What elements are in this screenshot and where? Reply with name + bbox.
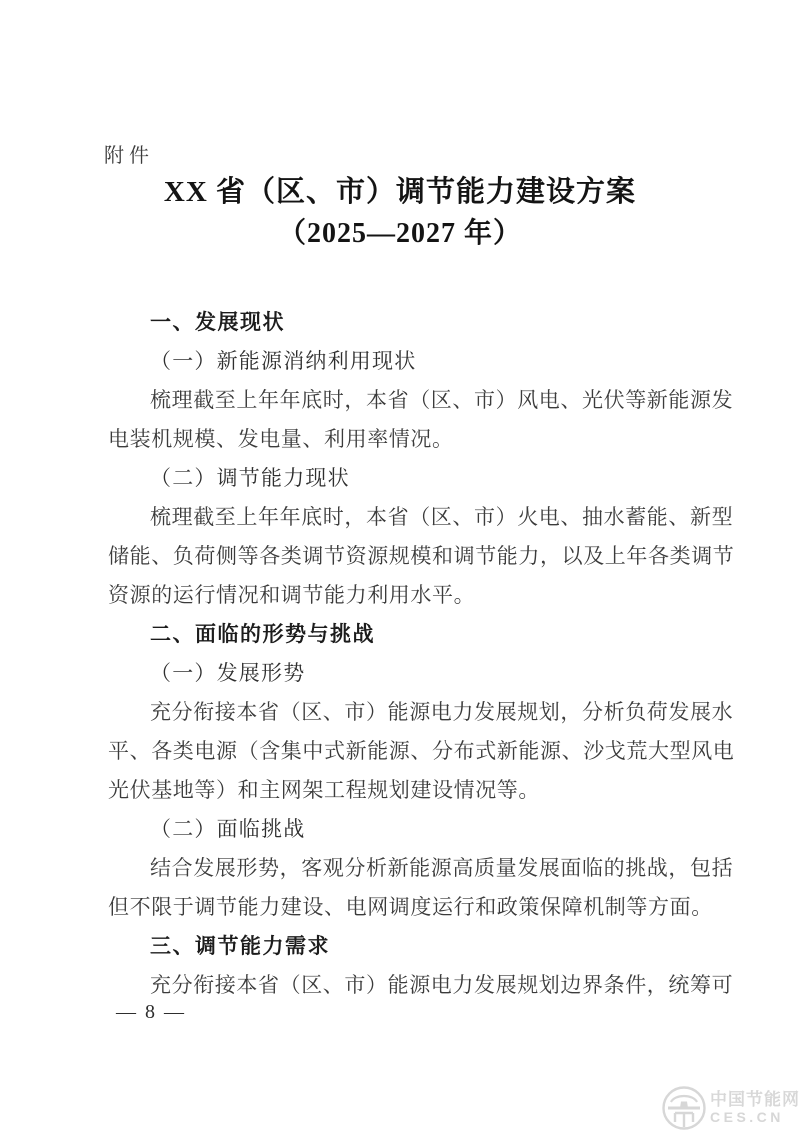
paragraph-line: 资源的运行情况和调节能力利用水平。 <box>108 583 476 607</box>
section-heading: 二、面临的形势与挑战 <box>150 623 375 646</box>
subsection-heading: （一）新能源消纳利用现状 <box>150 349 417 373</box>
attachment-label: 附件 <box>104 145 154 167</box>
document-title: XX 省（区、市）调节能力建设方案 <box>163 176 637 208</box>
section-heading: 三、调节能力需求 <box>150 935 330 958</box>
watermark-site-domain: CES.CN <box>710 1108 784 1125</box>
subsection-heading: （一）发展形势 <box>150 661 306 685</box>
watermark <box>661 1084 800 1131</box>
section-heading: 一、发展现状 <box>150 311 285 334</box>
document-subtitle: （2025—2027 年） <box>277 218 522 249</box>
subsection-heading: （二）调节能力现状 <box>150 466 350 490</box>
watermark-site-name: 中国节能网 <box>710 1089 800 1109</box>
subsection-heading: （二）面临挑战 <box>150 817 306 841</box>
paragraph-line: 但不限于调节能力建设、电网调度运行和政策保障机制等方面。 <box>108 895 713 919</box>
paragraph-line: 平、各类电源（含集中式新能源、分布式新能源、沙戈荒大型风电 <box>108 739 735 763</box>
paragraph-line: 储能、负荷侧等各类调节资源规模和调节能力，以及上年各类调节 <box>108 544 735 568</box>
paragraph-line: 结合发展形势，客观分析新能源高质量发展面临的挑战，包括 <box>150 856 734 880</box>
paragraph-line: 充分衔接本省（区、市）能源电力发展规划边界条件，统筹可 <box>150 973 734 997</box>
paragraph-line: 梳理截至上年年底时，本省（区、市）风电、光伏等新能源发 <box>150 388 734 412</box>
watermark-text <box>710 1091 800 1125</box>
ces-seal-icon <box>661 1084 708 1131</box>
paragraph-line: 光伏基地等）和主网架工程规划建设情况等。 <box>108 778 540 802</box>
paragraph-line: 电装机规模、发电量、利用率情况。 <box>108 427 454 451</box>
document-body <box>108 303 735 1005</box>
page-number: — 8 — <box>116 1001 186 1023</box>
paragraph-line: 梳理截至上年年底时，本省（区、市）火电、抽水蓄能、新型 <box>150 505 734 529</box>
paragraph-line: 充分衔接本省（区、市）能源电力发展规划，分析负荷发展水 <box>150 700 734 724</box>
